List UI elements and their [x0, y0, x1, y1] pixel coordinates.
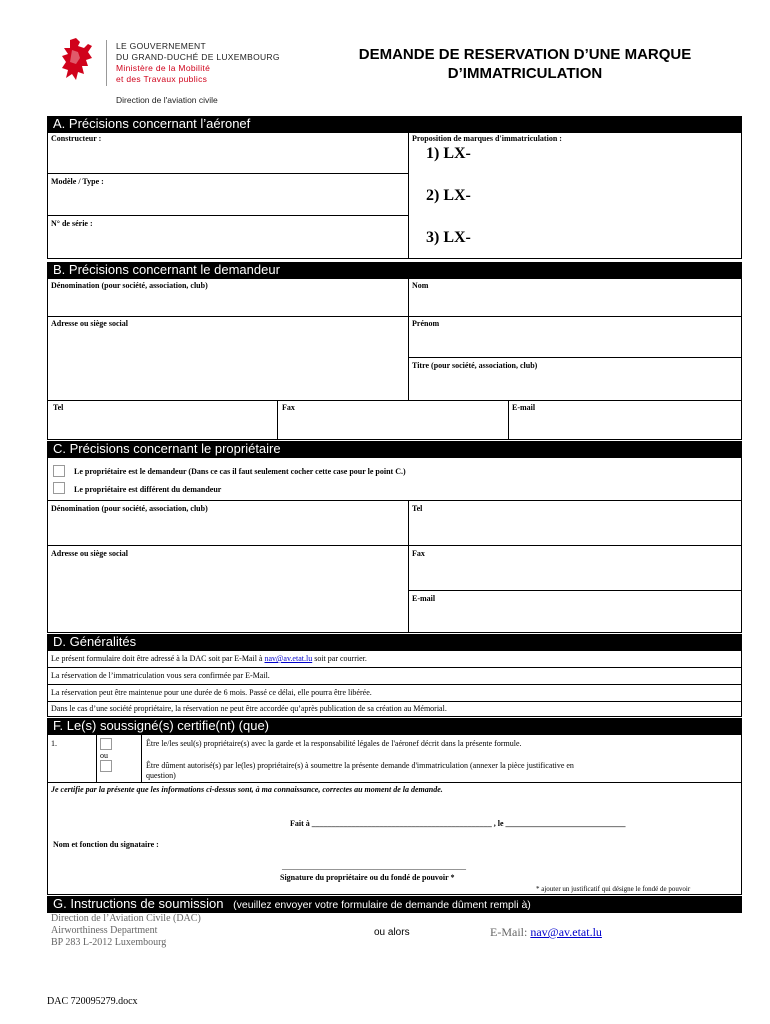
f-number: 1. — [51, 739, 57, 748]
government-logo — [58, 36, 98, 82]
dac-email-link[interactable]: nav@av.etat.lu — [264, 654, 313, 663]
section-a-title: A. Précisions concernant l’aéronef — [53, 116, 251, 131]
serie-label: N° de série : — [51, 219, 93, 228]
section-f-heading — [47, 718, 742, 735]
owner-is-different-checkbox[interactable] — [53, 482, 65, 494]
b-prenom-label: Prénom — [412, 319, 440, 328]
section-a-row2 — [47, 215, 408, 216]
section-d-row2 — [47, 684, 742, 685]
section-c-title: C. Précisions concernant le propriétaire — [53, 441, 281, 456]
f-ou: ou — [100, 751, 108, 760]
f-footnote: * ajouter un justificatif qui désigne le fondé de pouvoir — [536, 885, 691, 893]
fait-a-field[interactable]: Fait à _____________________________________________ , le ______________________________ — [290, 819, 626, 828]
g-address — [51, 913, 201, 949]
section-b-heading — [47, 262, 742, 279]
c-adresse-label: Adresse ou siège social — [51, 549, 128, 558]
d-line1 — [51, 654, 367, 663]
section-g-title: G. Instructions de soumission — [53, 896, 224, 911]
section-d-row1 — [47, 667, 742, 668]
d-line2: La réservation de l’immatriculation vous sera confirmée par E-Mail. — [51, 671, 270, 680]
section-c-row1 — [47, 545, 742, 546]
d-line1-post: soit par courrier. — [312, 654, 367, 663]
b-tel-label: Tel — [53, 403, 64, 412]
section-c-row0 — [47, 500, 742, 501]
section-g-heading — [47, 896, 742, 913]
g-addr1: Direction de l’Aviation Civile (DAC) — [51, 913, 201, 924]
section-b-frame — [47, 278, 742, 440]
section-b-row3 — [47, 400, 742, 401]
owner-option2-label: Le propriétaire est différent du demandeur — [74, 485, 222, 494]
section-c-row2 — [408, 590, 742, 591]
g-addr2: Airworthiness Department — [51, 925, 158, 936]
section-f-title: F. Le(s) soussigné(s) certifie(nt) (que) — [53, 718, 270, 733]
section-b-title: B. Précisions concernant le demandeur — [53, 262, 280, 277]
owner-option1-label: Le propriétaire est le demandeur (Dans ce cas il faut seulement cocher cette case pour le point C.) — [74, 467, 406, 476]
ministry-line2: et des Travaux publics — [116, 74, 208, 84]
section-a-row1 — [47, 173, 408, 174]
c-tel-label: Tel — [412, 504, 423, 513]
f-statement2 — [146, 761, 574, 781]
c-denomination-label: Dénomination (pour société, association, club) — [51, 504, 208, 513]
f-statement2-line2: question) — [146, 771, 176, 780]
b-adresse-label: Adresse ou siège social — [51, 319, 128, 328]
section-b-row2 — [408, 357, 742, 358]
signature-label: Signature du propriétaire ou du fondé de pouvoir * — [280, 873, 455, 882]
f-statement1: Être le/les seul(s) propriétaire(s) avec la garde et la responsabilité légales de l'aéronef décrit dans la présente formule. — [146, 739, 522, 748]
section-b-divider — [408, 278, 409, 400]
section-b-tel-divider — [277, 400, 278, 440]
section-d-title: D. Généralités — [53, 634, 137, 649]
directorate: Direction de l'aviation civile — [116, 95, 218, 105]
proposition-label: Proposition de marques d'immatriculation : — [412, 134, 562, 143]
b-titre-label: Titre (pour société, association, club) — [412, 361, 538, 370]
title-line1: DEMANDE DE RESERVATION D’UNE MARQUE — [358, 46, 692, 63]
ministry-line1: Ministère de la Mobilité — [116, 63, 211, 73]
section-b-fax-divider — [508, 400, 509, 440]
mark-3[interactable]: 3) LX- — [426, 229, 471, 246]
b-email-label: E-mail — [512, 403, 536, 412]
d-line1-pre: Le présent formulaire doit être adressé à la DAC soit par E-Mail à — [51, 654, 265, 663]
section-f-row1 — [47, 782, 742, 783]
modele-label: Modèle / Type : — [51, 177, 104, 186]
gov-line2: DU GRAND-DUCHÉ DE LUXEMBOURG — [116, 52, 280, 62]
g-email-link[interactable]: nav@av.etat.lu — [530, 925, 602, 939]
c-fax-label: Fax — [412, 549, 425, 558]
signatory-label: Nom et fonction du signataire : — [53, 840, 159, 849]
g-addr3: BP 283 L-2012 Luxembourg — [51, 937, 167, 948]
certify-authorised-checkbox[interactable] — [100, 760, 112, 772]
gov-name — [116, 41, 280, 85]
title-line2: D’IMMATRICULATION — [447, 65, 603, 82]
b-fax-label: Fax — [282, 403, 295, 412]
mark-1[interactable]: 1) LX- — [426, 145, 471, 162]
f-certify: Je certifie par la présente que les informations ci-dessus sont, à ma connaissance, correctes au moment de la demande. — [51, 785, 443, 794]
section-c-divider — [408, 500, 409, 633]
section-f-col1 — [96, 734, 97, 782]
d-line3: La réservation peut être maintenue pour une durée de 6 mois. Passé ce délai, elle pourra être libérée. — [51, 688, 372, 697]
section-a-divider — [408, 132, 409, 259]
gov-line1: LE GOUVERNEMENT — [116, 41, 206, 51]
g-or: ou alors — [374, 927, 410, 938]
g-email — [490, 925, 602, 940]
section-f-col2 — [141, 734, 142, 782]
b-nom-label: Nom — [412, 281, 429, 290]
owner-is-applicant-checkbox[interactable] — [53, 465, 65, 477]
mark-2[interactable]: 2) LX- — [426, 187, 471, 204]
section-b-row1 — [47, 316, 742, 317]
section-g-subtitle: (veuillez envoyer votre formulaire de demande dûment rempli à) — [233, 899, 531, 911]
section-d-heading — [47, 634, 742, 651]
logo-divider — [106, 40, 107, 86]
b-denomination-label: Dénomination (pour société, association, club) — [51, 281, 208, 290]
constructeur-label: Constructeur : — [51, 134, 102, 143]
signature-line[interactable]: ______________________________________________ — [282, 862, 466, 871]
c-email-label: E-mail — [412, 594, 436, 603]
section-a-frame — [47, 132, 742, 259]
f-statement2-line1: Être dûment autorisé(s) par le(les) propriétaire(s) à soumettre la présente demande d'immatriculation (annexer la pièce justificative en — [146, 761, 574, 770]
section-a-heading — [47, 116, 742, 133]
page-title — [300, 45, 750, 83]
g-email-label: E-Mail: — [490, 925, 531, 939]
doc-reference: DAC 720095279.docx — [47, 996, 138, 1007]
section-d-row3 — [47, 701, 742, 702]
d-line4: Dans le cas d’une société propriétaire, la réservation ne peut être accordée qu’après publication de sa création au Mémorial. — [51, 704, 447, 713]
certify-sole-owner-checkbox[interactable] — [100, 738, 112, 750]
section-c-heading — [47, 441, 742, 458]
